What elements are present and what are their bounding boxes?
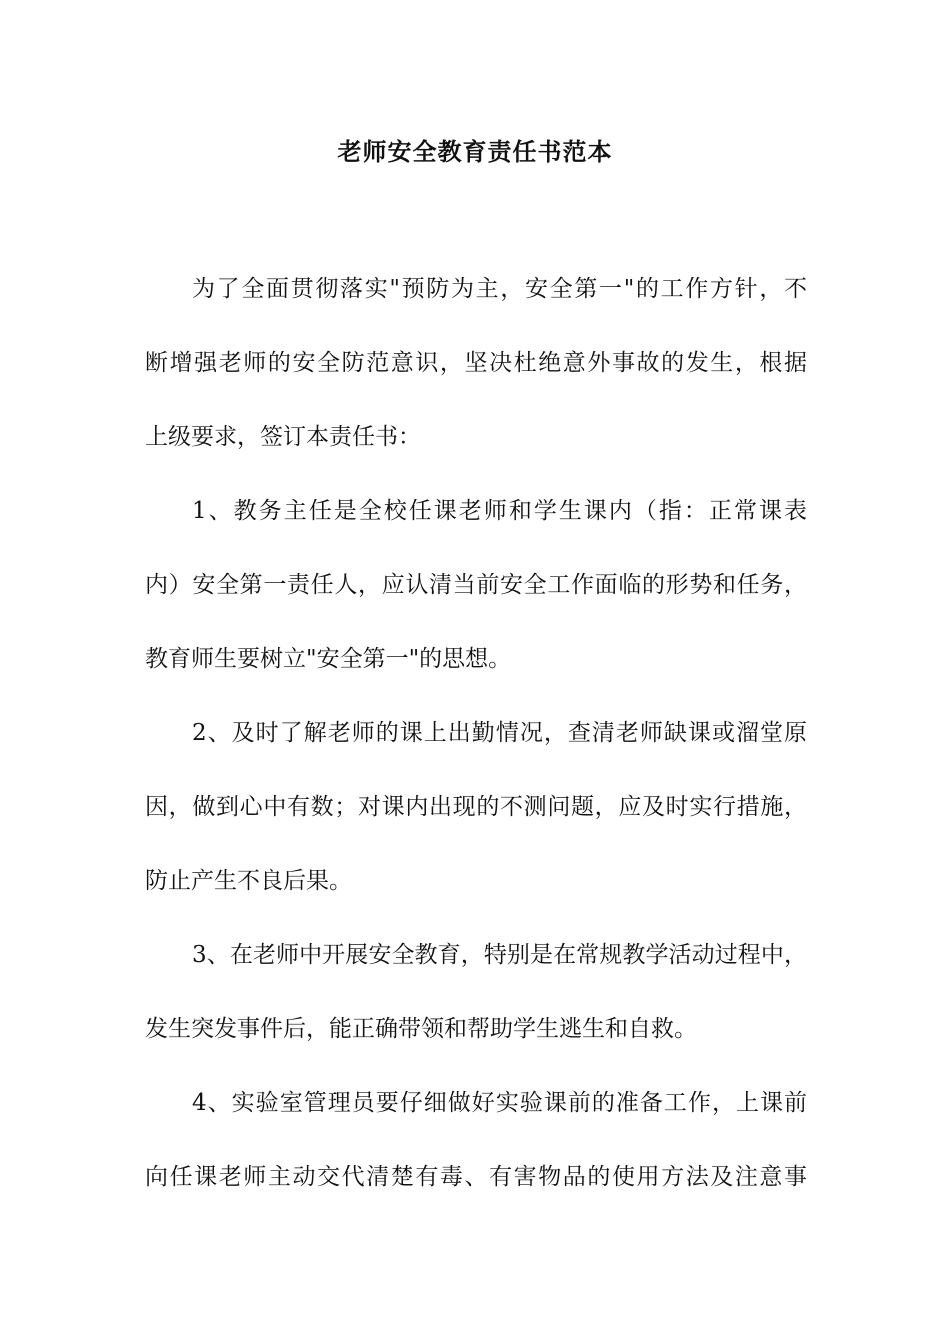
paragraph-line: 教育师生要树立"安全第一"的思想。 <box>145 646 512 672</box>
paragraph-line: 为了全面贯彻落实"预防为主，安全第一"的工作方针，不 <box>192 276 807 302</box>
paragraph-intro <box>145 252 807 474</box>
paragraph-line: 向任课老师主动交代清楚有毒、有害物品的使用方法及注意事 <box>145 1164 807 1190</box>
paragraph-item-2 <box>145 696 807 918</box>
paragraph-line: 内）安全第一责任人，应认清当前安全工作面临的形势和任务， <box>145 572 807 598</box>
document-title: 老师安全教育责任书范本 <box>337 137 613 166</box>
paragraph-item-3 <box>145 918 807 1066</box>
paragraph-line: 1、教务主任是全校任课老师和学生课内（指：正常课表 <box>192 498 807 524</box>
paragraph-line: 4、实验室管理员要仔细做好实验课前的准备工作，上课前 <box>192 1090 807 1116</box>
paragraph-line: 发生突发事件后，能正确带领和帮助学生逃生和自救。 <box>145 1016 697 1042</box>
paragraph-line: 因，做到心中有数；对课内出现的不测问题，应及时实行措施， <box>145 794 807 820</box>
paragraph-line: 2、及时了解老师的课上出勤情况，查清老师缺课或溜堂原 <box>192 720 807 746</box>
paragraph-line: 防止产生不良后果。 <box>145 868 352 894</box>
document-body <box>145 252 807 1214</box>
paragraph-line: 断增强老师的安全防范意识，坚决杜绝意外事故的发生，根据 <box>145 350 807 376</box>
paragraph-item-4 <box>145 1066 807 1214</box>
paragraph-item-1 <box>145 474 807 696</box>
paragraph-line: 上级要求，签订本责任书： <box>145 424 421 450</box>
paragraph-line: 3、在老师中开展安全教育，特别是在常规教学活动过程中， <box>192 942 807 968</box>
